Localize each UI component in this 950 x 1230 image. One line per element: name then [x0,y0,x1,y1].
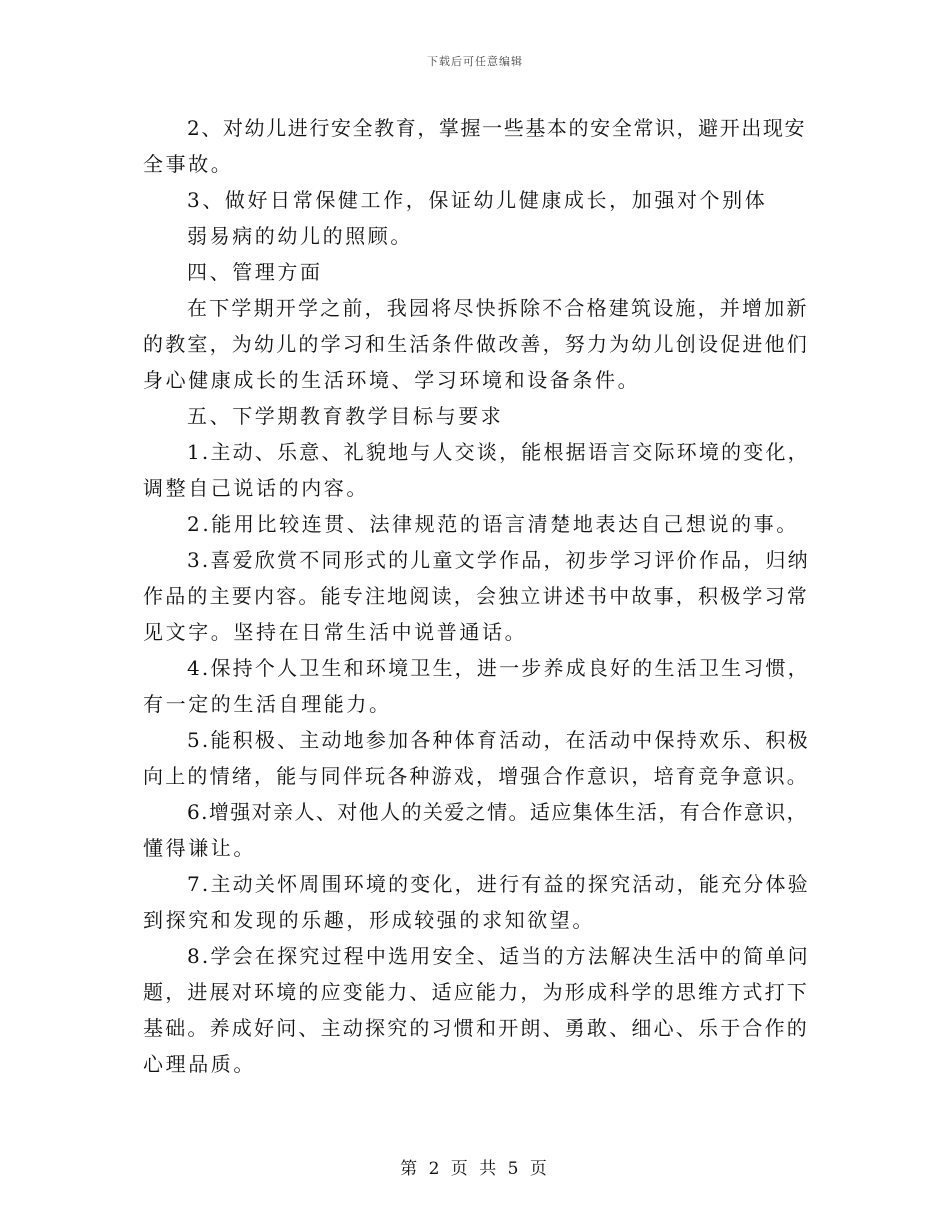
text-line: 5.能积极、主动地参加各种体育活动，在活动中保持欢乐、积极 [187,728,810,752]
text-line: 1.主动、乐意、礼貌地与人交谈，能根据语言交际环境的变化， [187,440,810,464]
text-line: 向上的情绪，能与同伴玩各种游戏，增强合作意识，培育竞争意识。 [143,764,809,788]
text-line: 的教室，为幼儿的学习和生活条件做改善，努力为幼儿创设促进他们 [143,332,809,356]
text-line: 2、对幼儿进行安全教育，掌握一些基本的安全常识，避开出现安 [187,116,807,140]
text-line: 6.增强对亲人、对他人的关爱之情。适应集体生活，有合作意识， [187,800,809,824]
text-line: 身心健康成长的生活环境、学习环境和设备条件。 [143,368,641,392]
page-footer: 第 2 页 共 5 页 [400,1159,550,1179]
text-line: 有一定的生活自理能力。 [143,692,392,716]
text-line: 到探究和发现的乐趣，形成较强的求知欲望。 [143,908,595,932]
text-line: 四、管理方面 [187,260,323,284]
header-note: 下载后可任意编辑 [427,55,523,68]
text-line: 2.能用比较连贯、法律规范的语言清楚地表达自己想说的事。 [187,512,799,536]
text-line: 全事故。 [143,152,234,176]
document-body [143,110,808,1082]
text-line: 3、做好日常保健工作，保证幼儿健康成长，加强对个别体 [187,188,768,212]
text-line: 心理品质。 [143,1052,256,1076]
text-line: 4.保持个人卫生和环境卫生，进一步养成良好的生活卫生习惯， [187,656,810,680]
text-line: 3.喜爱欣赏不同形式的儿童文学作品，初步学习评价作品，归纳 [187,548,810,572]
text-line: 题，进展对环境的应变能力、适应能力，为形成科学的思维方式打下 [143,980,809,1004]
text-line: 8.学会在探究过程中选用安全、适当的方法解决生活中的简单问 [187,944,810,968]
text-line: 五、下学期教育教学目标与要求 [187,404,504,428]
text-line: 在下学期开学之前，我园将尽快拆除不合格建筑设施，并增加新 [187,296,809,320]
text-line: 7.主动关怀周围环境的变化，进行有益的探究活动，能充分体验 [187,872,810,896]
text-line: 弱易病的幼儿的照顾。 [187,224,413,248]
text-line: 作品的主要内容。能专注地阅读，会独立讲述书中故事，积极学习常 [143,584,809,608]
text-line: 见文字。坚持在日常生活中说普通话。 [143,620,528,644]
text-line: 基础。养成好问、主动探究的习惯和开朗、勇敢、细心、乐于合作的 [143,1016,809,1040]
text-line: 懂得谦让。 [143,836,256,860]
text-line: 调整自己说话的内容。 [143,476,369,500]
